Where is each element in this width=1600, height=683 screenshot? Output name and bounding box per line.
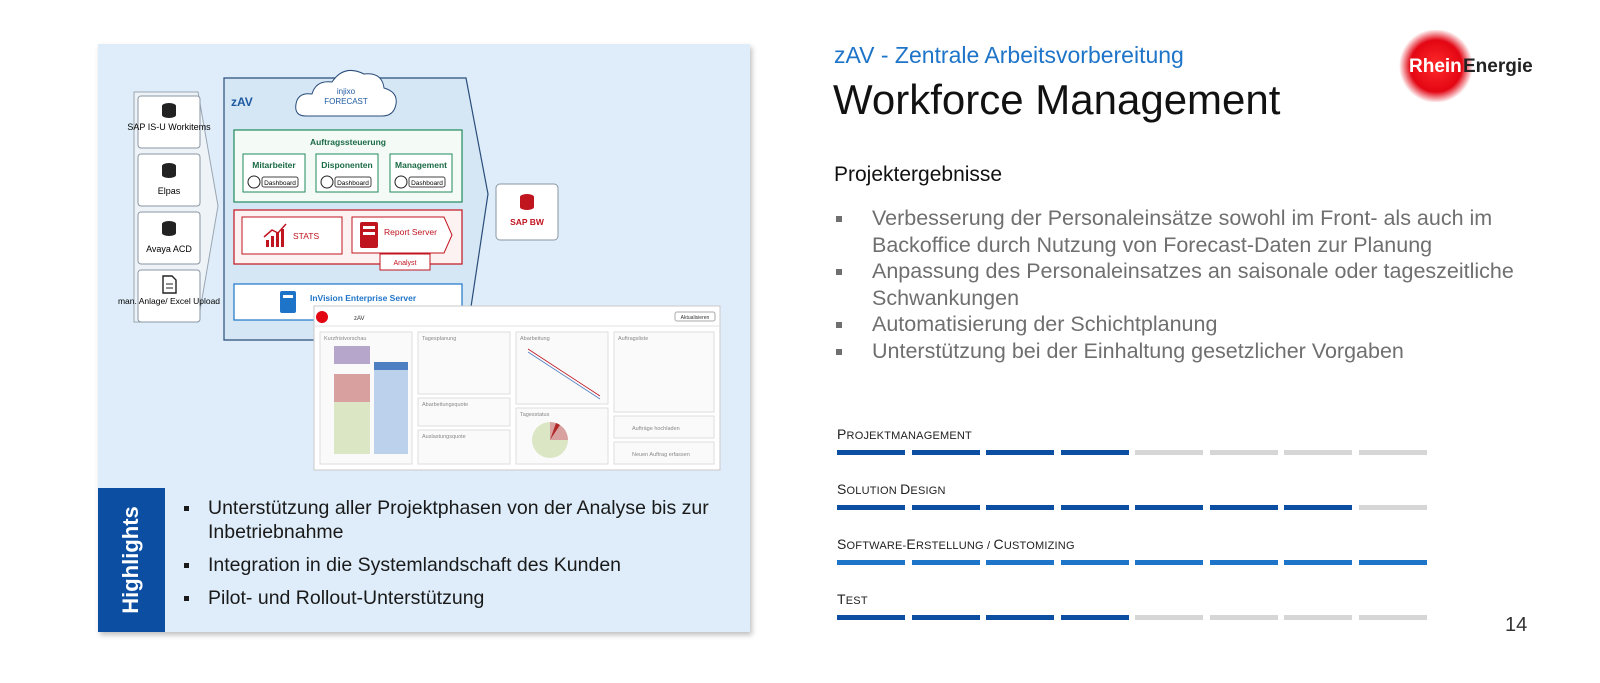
server-icon: [360, 222, 378, 248]
source-column: [118, 92, 220, 322]
architecture-diagram: [98, 44, 750, 484]
progress-segment-empty: [1210, 450, 1278, 455]
source-label: SAP IS-U Workitems: [127, 122, 211, 132]
phase-label: PROJEKTMANAGEMENT: [837, 426, 972, 442]
progress-segment-filled: [837, 560, 905, 565]
page-number: 14: [1505, 614, 1528, 636]
svg-text:Tagesplanung: Tagesplanung: [422, 336, 457, 342]
progress-segment-filled: [912, 505, 980, 510]
sap-bw-box: [496, 184, 558, 240]
source-label: man. Anlage/ Excel Upload: [117, 296, 221, 306]
result-item: Anpassung des Personaleinsatzes an saisonale oder tageszeitliche Schwankungen: [834, 258, 1534, 311]
svg-text:Mitarbeiter: Mitarbeiter: [252, 160, 296, 170]
source-label: Avaya ACD: [146, 244, 192, 254]
svg-text:Kurzfristvorschau: Kurzfristvorschau: [324, 336, 367, 342]
progress-segment-filled: [1061, 450, 1129, 455]
progress-segment-empty: [1359, 615, 1427, 620]
progress-segment-empty: [1359, 450, 1427, 455]
svg-text:Abarbeitung: Abarbeitung: [520, 336, 550, 342]
rheinenergie-logo: [1398, 30, 1548, 102]
progress-segment-empty: [1135, 450, 1203, 455]
phase-progress: [837, 560, 1437, 566]
database-icon: [162, 221, 176, 236]
highlight-item: Integration in die Systemlandschaft des Kunden: [182, 553, 742, 577]
role-management: [390, 154, 452, 192]
svg-text:zAV: zAV: [354, 316, 365, 322]
progress-segment-empty: [1359, 505, 1427, 510]
progress-segment-empty: [1135, 615, 1203, 620]
progress-segment-filled: [986, 560, 1054, 565]
progress-segment-filled: [1061, 505, 1129, 510]
zav-label: zAV: [231, 95, 253, 109]
progress-segment-filled: [986, 505, 1054, 510]
progress-segment-filled: [986, 615, 1054, 620]
phase-progress: [837, 505, 1437, 511]
progress-segment-filled: [837, 450, 905, 455]
highlights-list: [182, 496, 742, 619]
svg-text:Aufträge hochladen: Aufträge hochladen: [632, 426, 680, 432]
database-icon: [162, 163, 176, 178]
database-icon: [162, 103, 176, 118]
progress-segment-filled: [912, 560, 980, 565]
cloud-line2: FORECAST: [324, 97, 368, 106]
svg-text:Dashboard: Dashboard: [264, 180, 296, 187]
progress-segment-empty: [1284, 450, 1352, 455]
svg-text:SAP BW: SAP BW: [510, 217, 544, 227]
highlight-item: Unterstützung aller Projektphasen von der Analyse bis zur Inbetriebnahme: [182, 496, 742, 544]
reporting-box: [234, 210, 462, 270]
phase-solution-design: [837, 481, 1437, 497]
logo-text-rhein: Rhein: [1409, 56, 1462, 77]
role-mitarbeiter: [243, 154, 305, 192]
svg-text:Tagesstatus: Tagesstatus: [520, 412, 550, 418]
progress-segment-filled: [986, 450, 1054, 455]
svg-text:Dashboard: Dashboard: [411, 180, 443, 187]
progress-segment-filled: [1359, 560, 1427, 565]
svg-text:Report Server: Report Server: [384, 227, 437, 237]
phase-progress: [837, 450, 1437, 456]
progress-segment-filled: [1061, 560, 1129, 565]
svg-text:Analyst: Analyst: [393, 260, 417, 267]
auftragssteuerung-box: [234, 130, 462, 202]
progress-segment-filled: [1210, 560, 1278, 565]
document-icon: [163, 276, 176, 293]
results-heading: Projektergebnisse: [834, 163, 1003, 186]
progress-segment-filled: [837, 505, 905, 510]
app-screenshot: [314, 306, 720, 470]
progress-segment-filled: [912, 450, 980, 455]
source-avaya: [138, 212, 200, 264]
progress-segment-filled: [837, 615, 905, 620]
highlights-panel: [98, 44, 750, 632]
svg-text:Neuen Auftrag erfassen: Neuen Auftrag erfassen: [632, 452, 690, 458]
svg-text:Dashboard: Dashboard: [337, 180, 369, 187]
database-icon: [520, 194, 534, 210]
progress-segment-filled: [1284, 505, 1352, 510]
progress-segment-filled: [1135, 560, 1203, 565]
phase-label: SOLUTION DESIGN: [837, 481, 946, 497]
source-elpas: [138, 154, 200, 206]
rheinenergie-logo-mini: [316, 311, 328, 323]
svg-text:Management: Management: [395, 160, 447, 170]
phase-software-erstellung: [837, 536, 1437, 552]
progress-segment-filled: [1284, 560, 1352, 565]
phase-test: [837, 591, 1437, 607]
cloud-line1: injixo: [336, 87, 356, 96]
svg-text:Auftragsliste: Auftragsliste: [618, 336, 649, 342]
svg-text:Auslastungsquote: Auslastungsquote: [422, 434, 466, 440]
result-item: Unterstützung bei der Einhaltung gesetzlicher Vorgaben: [834, 338, 1534, 365]
progress-segment-filled: [912, 615, 980, 620]
result-item: Automatisierung der Schichtplanung: [834, 311, 1534, 338]
phase-progress: [837, 615, 1437, 621]
result-item: Verbesserung der Personaleinsätze sowohl im Front- als auch im Backoffice durch Nutzung von Forecast-Daten zur Planung: [834, 205, 1534, 258]
phase-label: SOFTWARE-ERSTELLUNG / CUSTOMIZING: [837, 536, 1075, 552]
svg-text:Auftragssteuerung: Auftragssteuerung: [309, 137, 387, 147]
page-title: Workforce Management: [833, 76, 1281, 123]
role-disponenten: [316, 154, 378, 192]
page-subtitle: zAV - Zentrale Arbeitsvorbereitung: [834, 42, 1184, 68]
progress-segment-filled: [1135, 505, 1203, 510]
results-list: [834, 205, 1534, 364]
svg-text:Abarbeitungsquote: Abarbeitungsquote: [422, 402, 469, 408]
progress-segment-filled: [1061, 615, 1129, 620]
highlights-band: [98, 488, 165, 632]
source-label: Elpas: [157, 186, 181, 196]
phase-projektmanagement: [837, 426, 1437, 442]
svg-text:InVision Enterprise Server: InVision Enterprise Server: [310, 293, 417, 303]
server-icon: [280, 291, 296, 313]
highlight-item: Pilot- und Rollout-Unterstützung: [182, 586, 742, 610]
progress-segment-empty: [1284, 615, 1352, 620]
logo-text-energie: Energie: [1463, 56, 1533, 77]
svg-text:Aktualisieren: Aktualisieren: [680, 315, 710, 321]
svg-text:Disponenten: Disponenten: [321, 160, 373, 170]
highlights-label: Highlights: [118, 506, 143, 614]
phase-label: TEST: [837, 591, 868, 607]
source-sap-isu: [127, 96, 211, 148]
progress-segment-empty: [1210, 615, 1278, 620]
svg-text:STATS: STATS: [293, 231, 320, 241]
progress-segment-filled: [1210, 505, 1278, 510]
